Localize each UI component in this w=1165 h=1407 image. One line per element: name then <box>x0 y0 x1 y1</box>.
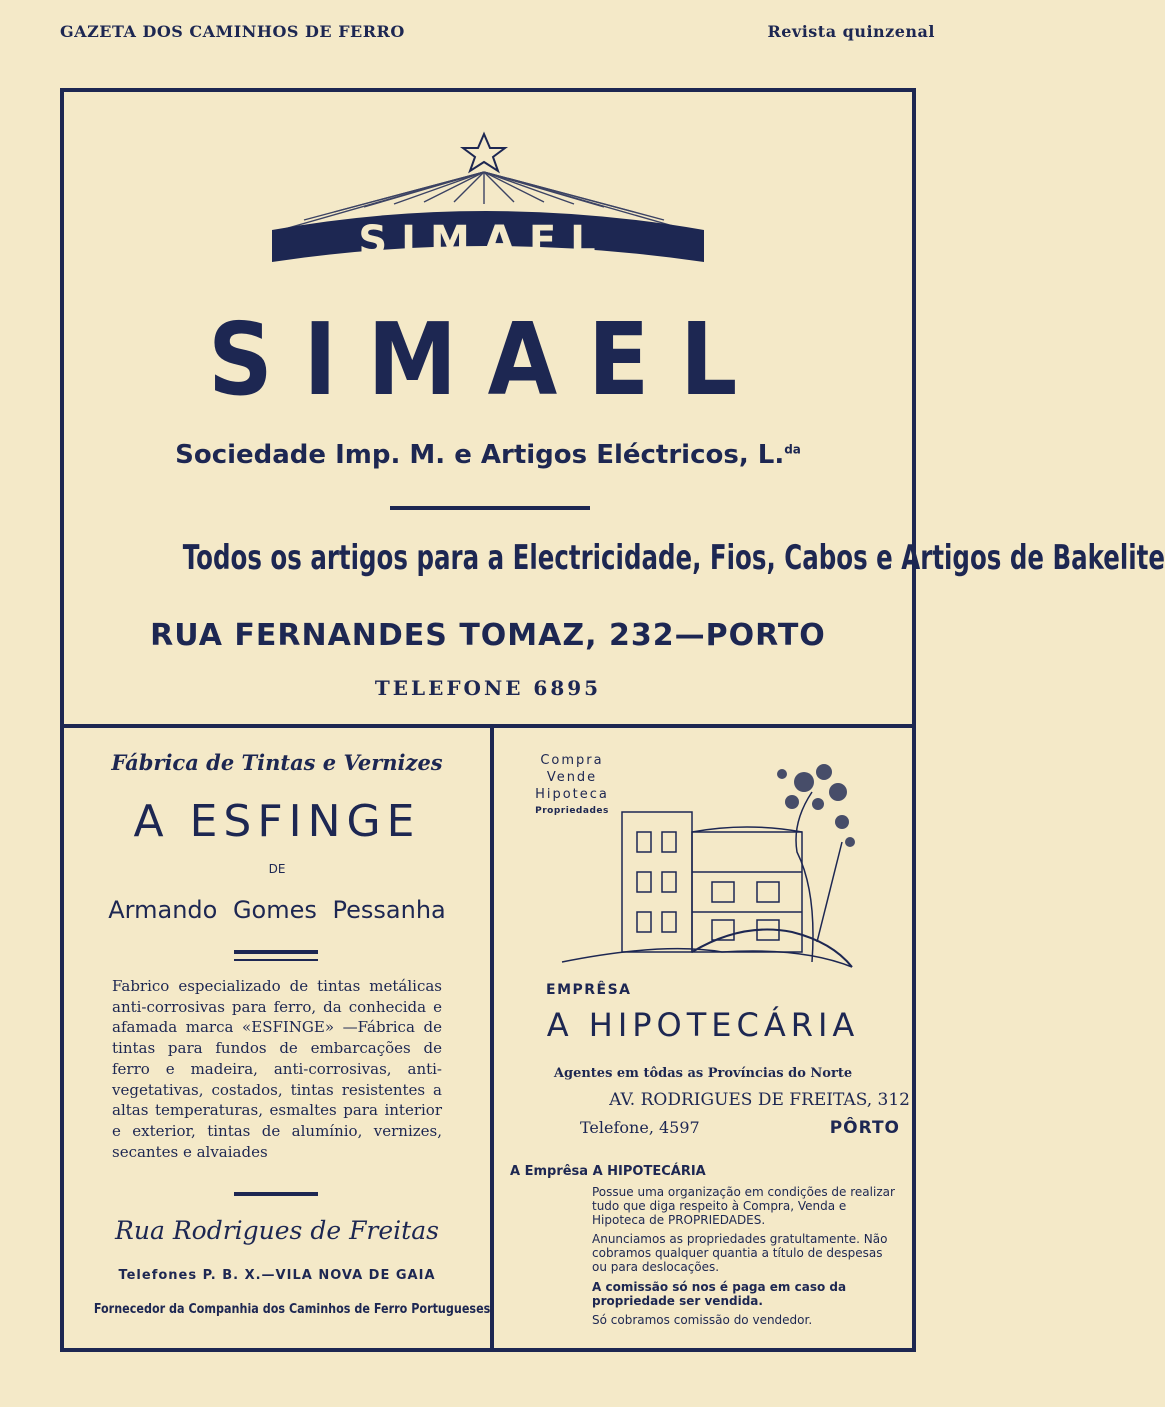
hipotecaria-agents: Agentes em tôdas as Províncias do Norte <box>553 1066 853 1081</box>
society-suffix: da <box>784 442 801 457</box>
esfinge-phones: Telefones P. B. X.—VILA NOVA DE GAIA <box>118 1268 436 1283</box>
paragraph: A comissão só nos é paga em caso da propriedade ser vendida. <box>592 1279 847 1308</box>
empresa-label: EMPRÊSA <box>546 982 632 998</box>
paragraph: Só cobramos comissão do vendedor. <box>592 1313 813 1328</box>
service-item: Vende <box>546 770 598 785</box>
simael-ad <box>64 92 1165 728</box>
esfinge-de: DE <box>268 862 286 876</box>
hipotecaria-paragraphs <box>592 1186 900 1334</box>
publication-subtitle: Revista quinzenal <box>767 22 935 41</box>
service-item: Compra <box>540 753 604 768</box>
service-item: Hipoteca <box>535 787 609 802</box>
hipotecaria-ad <box>494 728 912 1348</box>
esfinge-description: Fabrico especializado de tintas metálicas anti-corrosivas para ferro, da conhecida e afamada marca «ESFINGE» —Fábrica de tintas para fundos de embarcações de ferro e madeira, anti-corrosivas, anti-vegetativas, costados, tintas resistentes a altas temperaturas, esmaltes para interior e exterior, tintas de alumínio, vernizes, secantes e alvaiades <box>112 977 442 1161</box>
society-name: Sociedade Imp. M. e Artigos Eléctricos, L. <box>175 440 785 470</box>
hipotecaria-address: AV. RODRIGUES DE FREITAS, 312 <box>609 1090 910 1110</box>
hipotecaria-phone: Telefone, 4597 <box>580 1118 700 1137</box>
esfinge-name: A ESFINGE <box>133 796 421 847</box>
house-illustration <box>542 742 862 982</box>
hipotecaria-name: A HIPOTECÁRIA <box>546 1006 860 1044</box>
divider <box>234 1192 318 1196</box>
advertisement-frame <box>60 88 1165 1352</box>
divider <box>390 506 590 510</box>
simael-logo-text: SIMAEL <box>358 218 610 264</box>
paragraph: Possue uma organização em condições de realizar tudo que diga respeito à Compra, Venda e Hipoteca de PROPRIEDADES. <box>592 1185 895 1227</box>
esfinge-street: Rua Rodrigues de Freitas <box>115 1216 439 1245</box>
divider <box>234 950 318 954</box>
paragraph: Anunciamos as propriedades gratultamente. Não cobramos qualquer quantia a título de despesas ou para deslocações. <box>592 1232 888 1274</box>
esfinge-factory: Fábrica de Tintas e Vernizes <box>111 750 443 775</box>
simael-society <box>64 440 912 470</box>
simael-name: SIMAEL <box>208 301 768 418</box>
publication-title: GAZETA DOS CAMINHOS DE FERRO <box>60 22 405 41</box>
esfinge-supplier: Fornecedor da Companhia dos Caminhos de Ferro Portugueses <box>93 1302 491 1317</box>
esfinge-owner: Armando Gomes Pessanha <box>108 896 446 924</box>
simael-products: Todos os artigos para a Electricidade, Fios, Cabos e Artigos de Bakelite <box>182 538 1165 578</box>
divider <box>234 959 318 961</box>
page-header <box>60 22 935 41</box>
simael-phone: TELEFONE 6895 <box>374 676 602 700</box>
service-item: Propriedades <box>535 806 609 816</box>
hipotecaria-city: PÔRTO <box>829 1118 900 1138</box>
simael-address: RUA FERNANDES TOMAZ, 232—PORTO <box>150 618 826 653</box>
hipotecaria-company-line: A Emprêsa A HIPOTECÁRIA <box>510 1164 706 1179</box>
esfinge-ad <box>64 728 490 1348</box>
